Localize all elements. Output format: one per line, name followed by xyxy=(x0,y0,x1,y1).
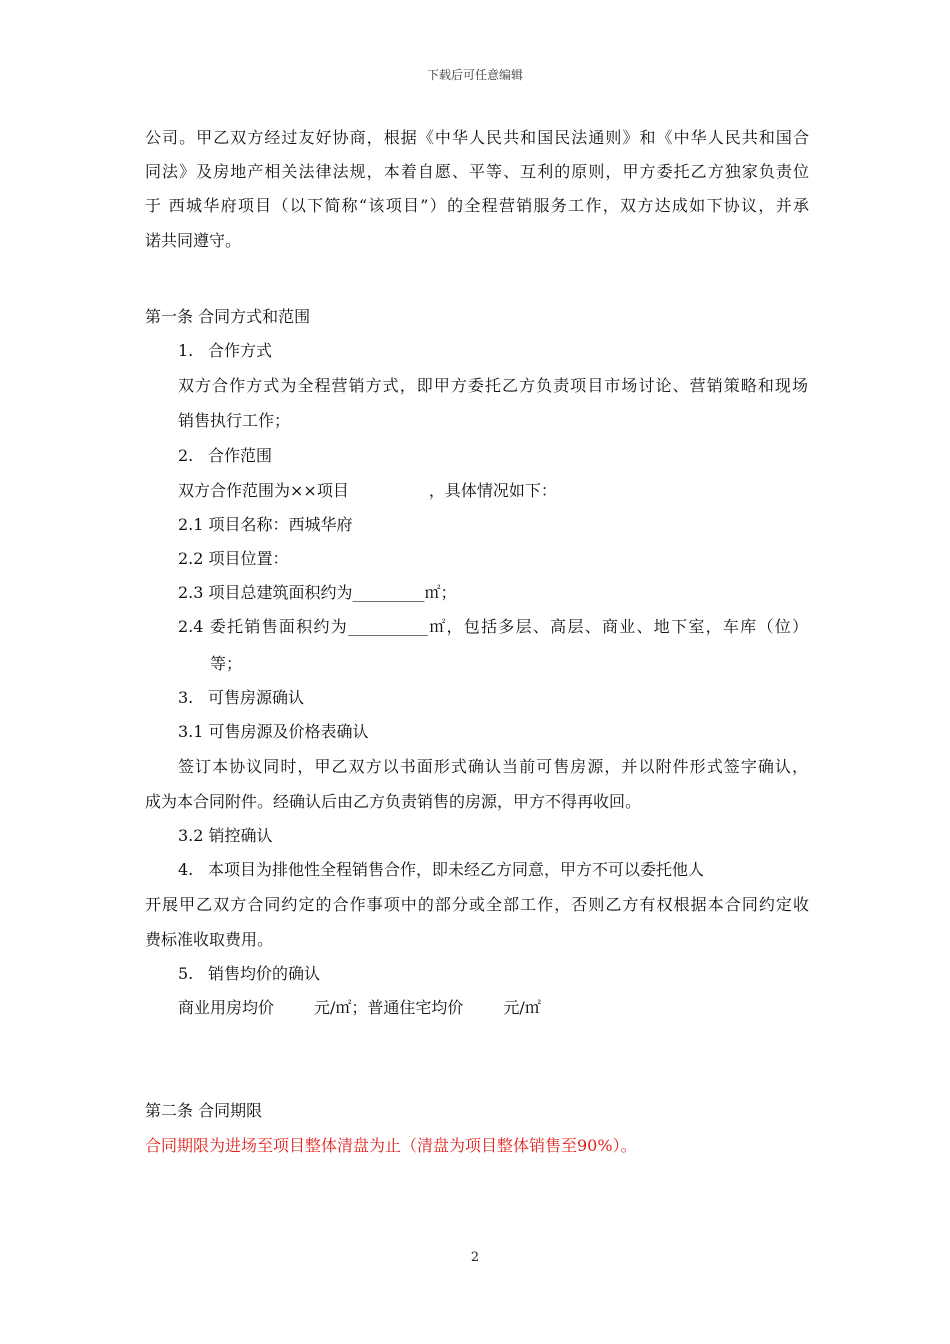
item-2-3: 2.3 项目总建筑面积约为_________㎡； xyxy=(178,583,457,602)
price-unit: 元/㎡ xyxy=(503,998,541,1017)
intro-line-1: 公司。甲乙双方经过友好协商，根据《中华人民共和国民法通则》和《中华人民共和国合 xyxy=(145,128,809,147)
section3-heading xyxy=(178,688,304,708)
item-2-1: 2.1 项目名称：西城华府 xyxy=(178,515,353,534)
item-2-2: 2.2 项目位置： xyxy=(178,549,289,568)
item-2-4-b: 等； xyxy=(210,654,243,673)
section4-text-c: 费标准收取费用。 xyxy=(145,930,274,949)
section1-text-a: 双方合作方式为全程营销方式，即甲方委托乙方负责项目市场讨论、营销策略和现场 xyxy=(178,376,808,395)
section5-number: 5. xyxy=(178,964,194,983)
section1-title: 合作方式 xyxy=(208,341,273,360)
section5-title: 销售均价的确认 xyxy=(208,964,321,983)
section4-text-a: 本项目为排他性全程销售合作，即未经乙方同意，甲方不可以委托他人 xyxy=(208,860,705,879)
section1-text-b: 销售执行工作； xyxy=(178,411,291,430)
section1-number: 1. xyxy=(178,341,194,360)
section2-title: 合作范围 xyxy=(208,446,273,465)
section5-prices xyxy=(178,998,541,1018)
section4-number: 4. xyxy=(178,860,194,879)
intro-line-4: 诺共同遵守。 xyxy=(145,231,242,250)
article2-title: 第二条 合同期限 xyxy=(145,1101,263,1120)
page-header: 下载后可任意编辑 xyxy=(426,68,523,82)
intro-line-3: 于 西城华府项目（以下简称“该项目”）的全程营销服务工作，双方达成如下协议，并承 xyxy=(145,196,809,215)
item-3-1-text-b: 成为本合同附件。经确认后由乙方负责销售的房源，甲方不得再收回。 xyxy=(145,792,642,811)
section2-number: 2. xyxy=(178,446,194,465)
article2-text: 合同期限为进场至项目整体清盘为止（清盘为项目整体销售至90%）。 xyxy=(145,1136,637,1155)
residential-price-label: 元/㎡；普通住宅均价 xyxy=(314,998,464,1017)
section1-heading xyxy=(178,341,272,361)
commercial-price-label: 商业用房均价 xyxy=(178,998,275,1017)
section3-title: 可售房源确认 xyxy=(208,688,305,707)
section2-text-a: 双方合作范围为××项目 xyxy=(178,481,349,500)
article1-title: 第一条 合同方式和范围 xyxy=(145,307,311,326)
item-3-2: 3.2 销控确认 xyxy=(178,826,273,845)
page-number: 2 xyxy=(470,1250,480,1265)
section3-number: 3. xyxy=(178,688,194,707)
section2-text-b: ，具体情况如下： xyxy=(428,481,557,500)
item-3-1-text-a: 签订本协议同时，甲乙双方以书面形式确认当前可售房源，并以附件形式签字确认， xyxy=(178,757,808,776)
section4-heading xyxy=(178,860,704,880)
item-3-1: 3.1 可售房源及价格表确认 xyxy=(178,722,369,741)
item-2-4-a: 2.4 委托销售面积约为__________㎡，包括多层、高层、商业、地下室，车库（位） xyxy=(178,617,808,636)
intro-line-2: 同法》及房地产相关法律法规，本着自愿、平等、互利的原则，甲方委托乙方独家负责位 xyxy=(145,162,809,181)
section2-heading xyxy=(178,446,272,466)
section5-heading xyxy=(178,964,320,984)
section4-text-b: 开展甲乙双方合同约定的合作事项中的部分或全部工作，否则乙方有权根据本合同约定收 xyxy=(145,895,809,914)
section2-text xyxy=(178,481,557,501)
